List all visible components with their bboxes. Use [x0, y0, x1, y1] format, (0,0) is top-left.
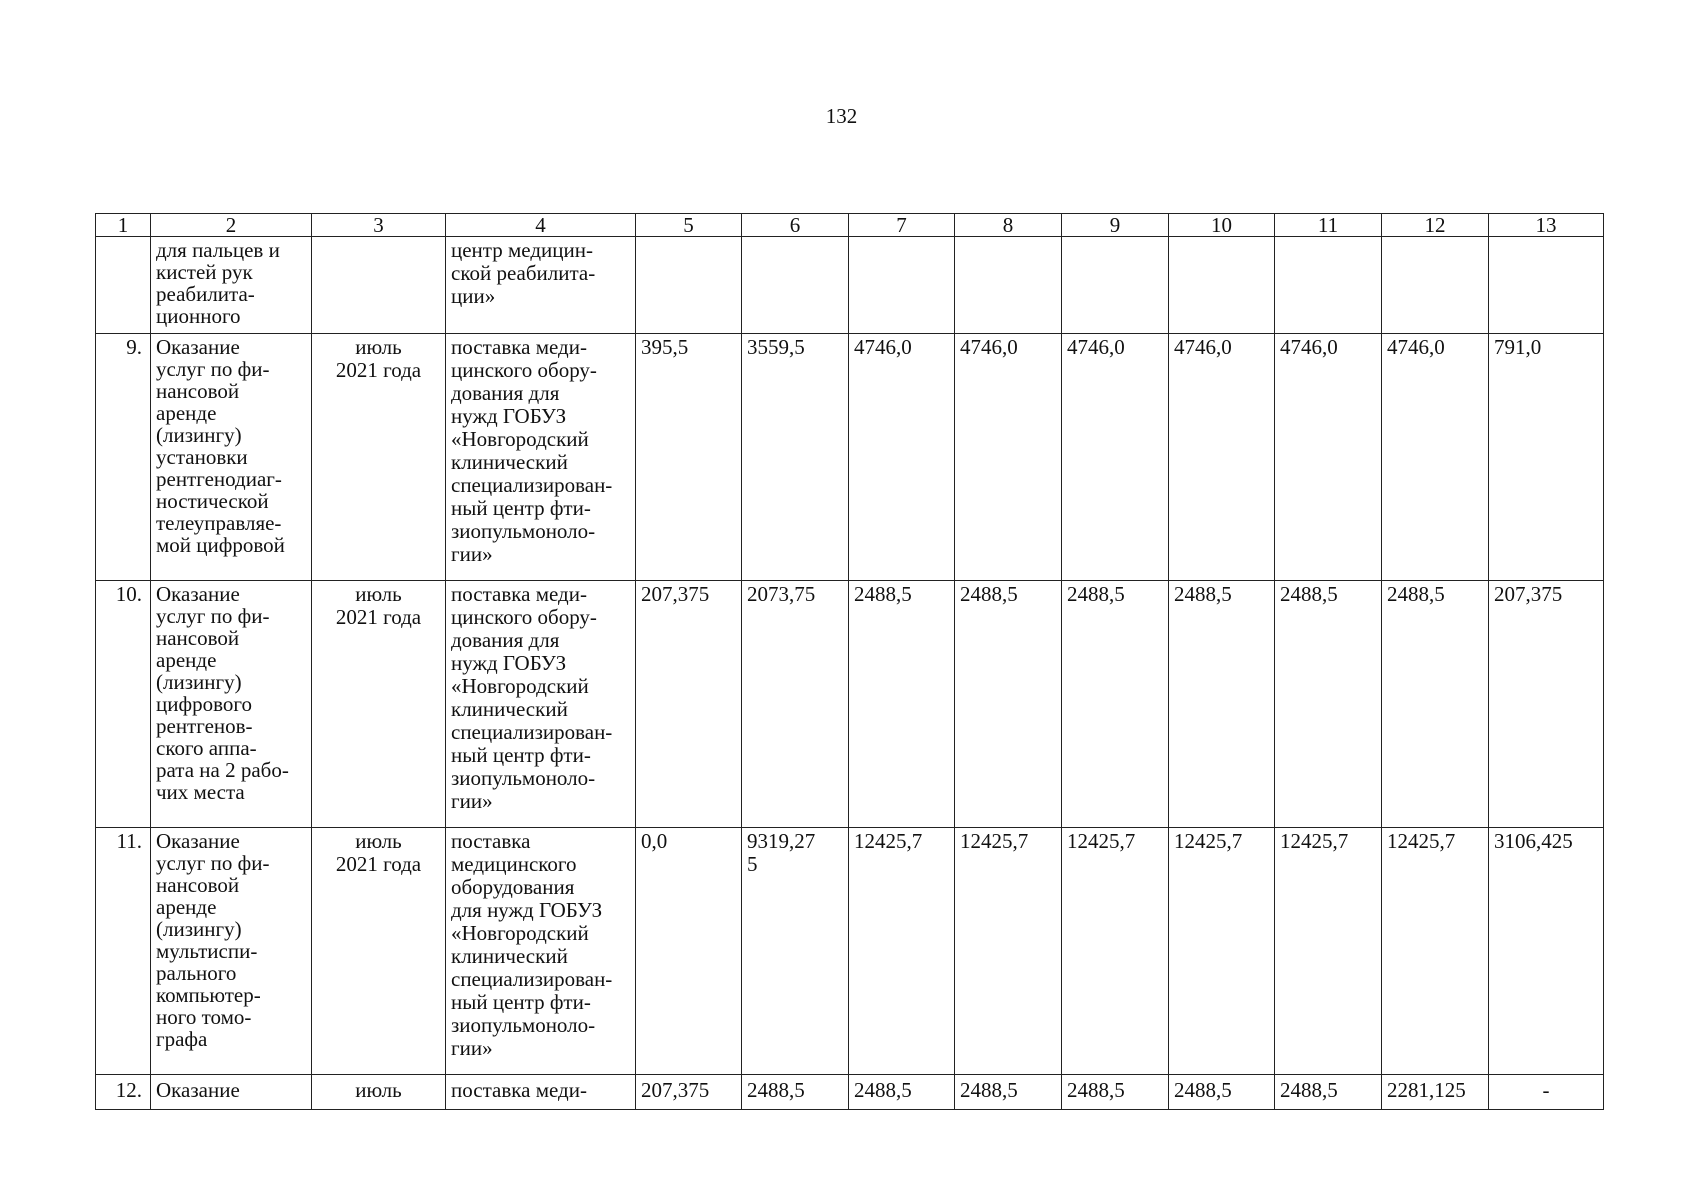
- cell-value: [1062, 828, 1169, 1075]
- cell-value: [1169, 581, 1275, 828]
- cell-value: [636, 237, 742, 334]
- cell-value: [1489, 1075, 1604, 1110]
- cell-value: [1382, 334, 1489, 581]
- cell-value-text: 791,0: [1494, 335, 1542, 359]
- cell-value: [1062, 1075, 1169, 1110]
- column-number: 13: [1489, 214, 1604, 237]
- cell-value-text: 9319,27 5: [747, 829, 816, 876]
- cell-value: [1062, 581, 1169, 828]
- cell-value-text: 0,0: [641, 829, 668, 853]
- cell-value: [1169, 1075, 1275, 1110]
- cell-value: [742, 828, 849, 1075]
- cell-value: [1489, 828, 1604, 1075]
- column-number-row: [96, 214, 1604, 237]
- cell-no: [96, 334, 151, 581]
- cell-value: [636, 334, 742, 581]
- column-number: 6: [742, 214, 849, 237]
- table-row: [96, 828, 1604, 1075]
- table-row-continuation: [96, 237, 1604, 334]
- cell-value-text: 207,375: [1494, 582, 1563, 606]
- cell-value-text: 4746,0: [1067, 335, 1125, 359]
- column-number: 4: [446, 214, 636, 237]
- cell-name: [151, 1075, 312, 1110]
- cell-value-text: 2073,75: [747, 582, 816, 606]
- cell-period-text: июль 2021 года: [335, 582, 422, 629]
- budget-table: [95, 213, 1604, 1110]
- cell-period: [312, 1075, 446, 1110]
- cell-value-text: 207,375: [641, 1078, 710, 1102]
- cell-value-text: 12425,7: [960, 829, 1029, 853]
- cell-period: [312, 237, 446, 334]
- column-number: 12: [1382, 214, 1489, 237]
- cell-value: [742, 1075, 849, 1110]
- cell-value: [955, 334, 1062, 581]
- cell-value-text: 2488,5: [1067, 1078, 1125, 1102]
- cell-value: [849, 828, 955, 1075]
- cell-value: [1489, 237, 1604, 334]
- cell-recipient-text: поставка меди-: [451, 1078, 587, 1102]
- column-number: 10: [1169, 214, 1275, 237]
- cell-value: [1169, 237, 1275, 334]
- cell-value-text: 12425,7: [1387, 829, 1456, 853]
- cell-value: [955, 237, 1062, 334]
- cell-no: [96, 828, 151, 1075]
- cell-value: [1275, 581, 1382, 828]
- column-number: 1: [96, 214, 151, 237]
- column-number: 2: [151, 214, 312, 237]
- cell-value: [1062, 237, 1169, 334]
- column-number: 8: [955, 214, 1062, 237]
- column-number: 5: [636, 214, 742, 237]
- cell-value-text: 2488,5: [747, 1078, 805, 1102]
- cell-value: [955, 581, 1062, 828]
- cell-value-text: 4746,0: [1174, 335, 1232, 359]
- cell-value-text: 12425,7: [1174, 829, 1243, 853]
- cell-recipient-text: поставка меди- цинского обору- дования для нужд ГОБУЗ «Новгородский клинический специализирован- ный центр фти- зиопульмоноло- гии»: [451, 582, 613, 813]
- cell-value-text: -: [1542, 1078, 1550, 1102]
- cell-value-text: 207,375: [641, 582, 710, 606]
- cell-no-text: 10.: [115, 582, 142, 606]
- cell-name: [151, 237, 312, 334]
- cell-value: [955, 828, 1062, 1075]
- cell-value-text: 2488,5: [960, 582, 1018, 606]
- cell-value: [1062, 334, 1169, 581]
- cell-recipient: [446, 237, 636, 334]
- cell-name-text: Оказание услуг по фи- нансовой аренде (лизингу) цифрового рентгенов- ского аппа- рата на 2 рабо- чих места: [156, 582, 289, 804]
- cell-value: [1382, 581, 1489, 828]
- cell-value: [1382, 828, 1489, 1075]
- cell-value-text: 12425,7: [1067, 829, 1136, 853]
- cell-value-text: 4746,0: [854, 335, 912, 359]
- column-number: 9: [1062, 214, 1169, 237]
- cell-no-text: 11.: [116, 829, 142, 853]
- cell-value-text: 3106,425: [1494, 829, 1573, 853]
- cell-no-text: 12.: [115, 1078, 142, 1102]
- cell-name-text: Оказание: [156, 1078, 240, 1102]
- column-number: 3: [312, 214, 446, 237]
- cell-value: [636, 581, 742, 828]
- cell-value: [1382, 237, 1489, 334]
- cell-value: [1489, 581, 1604, 828]
- cell-value-text: 2488,5: [1280, 582, 1338, 606]
- cell-value-text: 2488,5: [1067, 582, 1125, 606]
- column-number: 7: [849, 214, 955, 237]
- cell-value-text: 12425,7: [854, 829, 923, 853]
- cell-value-text: 2488,5: [854, 582, 912, 606]
- cell-value: [955, 1075, 1062, 1110]
- cell-period-text: июль 2021 года: [335, 829, 422, 876]
- cell-value-text: 2281,125: [1387, 1078, 1466, 1102]
- cell-value: [636, 1075, 742, 1110]
- cell-value: [1275, 1075, 1382, 1110]
- cell-recipient-text: поставка медицинского оборудования для нужд ГОБУЗ «Новгородский клинический специализирован- ный центр фти- зиопульмоноло- гии»: [451, 829, 613, 1060]
- table-row: [96, 1075, 1604, 1110]
- cell-period-text: июль: [355, 1078, 402, 1102]
- cell-value: [742, 237, 849, 334]
- cell-value: [1169, 334, 1275, 581]
- cell-period: [312, 334, 446, 581]
- cell-value-text: 2488,5: [1387, 582, 1445, 606]
- column-number: 11: [1275, 214, 1382, 237]
- cell-value: [849, 1075, 955, 1110]
- cell-value-text: 2488,5: [1174, 582, 1232, 606]
- cell-name-text: Оказание услуг по фи- нансовой аренде (лизингу) мультиспи- рального компьютер- ного томо- графа: [156, 829, 270, 1051]
- cell-value: [1382, 1075, 1489, 1110]
- cell-value-text: 12425,7: [1280, 829, 1349, 853]
- cell-value: [742, 581, 849, 828]
- name-text: для пальцев и кистей рук реабилита- ционного: [156, 238, 280, 328]
- cell-value: [1275, 237, 1382, 334]
- cell-value: [849, 334, 955, 581]
- cell-value: [1275, 334, 1382, 581]
- cell-value-text: 4746,0: [960, 335, 1018, 359]
- cell-value: [636, 828, 742, 1075]
- cell-period: [312, 581, 446, 828]
- cell-value-text: 2488,5: [854, 1078, 912, 1102]
- cell-value-text: 2488,5: [1174, 1078, 1232, 1102]
- cell-no-text: 9.: [126, 335, 142, 359]
- cell-value-text: 3559,5: [747, 335, 805, 359]
- cell-no: [96, 237, 151, 334]
- cell-value-text: 395,5: [641, 335, 689, 359]
- cell-name: [151, 828, 312, 1075]
- cell-no: [96, 581, 151, 828]
- cell-recipient: [446, 1075, 636, 1110]
- table-row: [96, 581, 1604, 828]
- cell-period-text: июль 2021 года: [335, 335, 422, 382]
- cell-value: [849, 237, 955, 334]
- recipient-text: центр медицин- ской реабилита- ции»: [451, 238, 596, 308]
- cell-value-text: 2488,5: [1280, 1078, 1338, 1102]
- table-row: [96, 334, 1604, 581]
- cell-recipient: [446, 828, 636, 1075]
- cell-name: [151, 334, 312, 581]
- cell-recipient: [446, 581, 636, 828]
- cell-value-text: 4746,0: [1387, 335, 1445, 359]
- page-number: 132: [825, 104, 858, 128]
- cell-recipient: [446, 334, 636, 581]
- cell-value: [1169, 828, 1275, 1075]
- cell-value-text: 4746,0: [1280, 335, 1338, 359]
- cell-period: [312, 828, 446, 1075]
- cell-value-text: 2488,5: [960, 1078, 1018, 1102]
- cell-name: [151, 581, 312, 828]
- cell-recipient-text: поставка меди- цинского обору- дования для нужд ГОБУЗ «Новгородский клинический специализирован- ный центр фти- зиопульмоноло- гии»: [451, 335, 613, 566]
- cell-value: [742, 334, 849, 581]
- cell-name-text: Оказание услуг по фи- нансовой аренде (лизингу) установки рентгенодиаг- ностической телеуправляе- мой цифровой: [156, 335, 285, 557]
- cell-value: [1489, 334, 1604, 581]
- cell-value: [849, 581, 955, 828]
- cell-no: [96, 1075, 151, 1110]
- cell-value: [1275, 828, 1382, 1075]
